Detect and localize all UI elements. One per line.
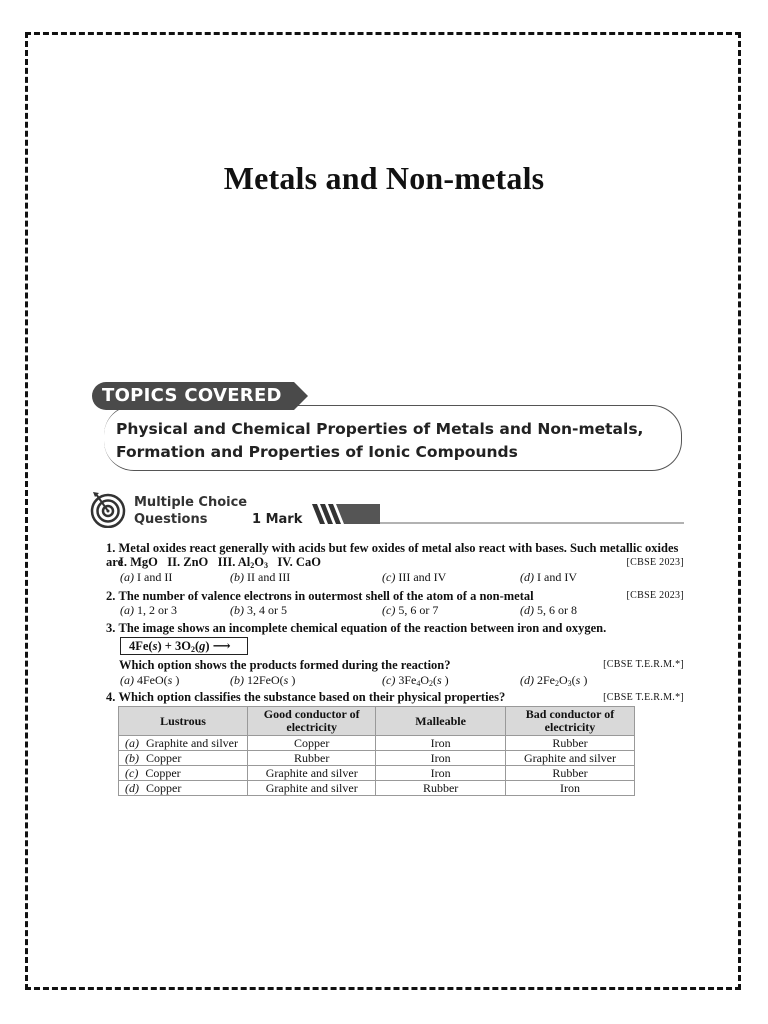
question-1-choices: I. MgO II. ZnO III. $Al_2O_3$ IV. CaO (119, 555, 321, 570)
table-cell: Copper (248, 736, 376, 751)
option-b[interactable]: (b) 12FeO(s ) (230, 673, 296, 687)
table-cell: (c) Copper (119, 766, 248, 781)
table-cell: Graphite and silver (505, 751, 634, 766)
question-stem: The image shows an incomplete chemical equation of the reaction between iron and oxygen. (118, 621, 607, 635)
question-4 (106, 690, 686, 704)
table-cell: Iron (505, 781, 634, 796)
option-d[interactable]: (d) 5, 6 or 8 (520, 603, 577, 617)
page-title: Metals and Non-metals (223, 160, 545, 196)
option-a[interactable]: (a) I and II (120, 570, 173, 584)
topics-tab: TOPICS COVERED (92, 382, 294, 410)
source-tag: [CBSE 2023] (626, 557, 684, 568)
chemical-equation: $4Fe(s) + 3O_2(g)$ ⟶ (120, 637, 248, 655)
section-stripe-graphic (312, 502, 684, 526)
question-number: 3. (106, 621, 116, 635)
target-icon (90, 492, 126, 528)
table-header: Bad conductor of electricity (505, 707, 634, 736)
table-cell: (b) Copper (119, 751, 248, 766)
option-a[interactable]: (a) 4FeO(s ) (120, 673, 180, 687)
section-label-line2: Questions (134, 512, 208, 527)
table-row[interactable] (119, 751, 635, 766)
properties-table (118, 706, 635, 796)
question-number: 1. (106, 541, 116, 555)
option-b[interactable]: (b) II and III (230, 570, 291, 584)
source-tag: [CBSE T.E.R.M.*] (603, 692, 684, 703)
table-cell: Rubber (505, 736, 634, 751)
option-c[interactable]: (c) $3Fe_4O_2(s$ ) (382, 673, 449, 688)
question-stem: Which option classifies the substance based on their physical properties? (118, 690, 506, 704)
topics-text: Physical and Chemical Properties of Metals and Non-metals, Formation and Properties of Ionic Compounds (116, 420, 644, 461)
table-cell: Iron (376, 766, 506, 781)
table-cell: (a) Graphite and silver (119, 736, 248, 751)
option-d[interactable]: (d) $2Fe_2O_3(s$ ) (520, 673, 588, 688)
table-header-row (119, 707, 635, 736)
table-header: Good conductor of electricity (248, 707, 376, 736)
question-number: 2. (106, 589, 116, 603)
source-tag: [CBSE 2023] (626, 590, 684, 601)
question-2 (106, 589, 686, 603)
option-d[interactable]: (d) I and IV (520, 570, 577, 584)
question-stem: The number of valence electrons in outermost shell of the atom of a non-metal (118, 589, 534, 603)
section-label (134, 494, 247, 528)
source-tag: [CBSE T.E.R.M.*] (603, 659, 684, 670)
table-header: Malleable (376, 707, 506, 736)
marks-label: 1 Mark (252, 512, 303, 527)
table-cell: Graphite and silver (248, 766, 376, 781)
table-row[interactable] (119, 781, 635, 796)
option-c[interactable]: (c) 5, 6 or 7 (382, 603, 439, 617)
table-header: Lustrous (119, 707, 248, 736)
option-b[interactable]: (b) 3, 4 or 5 (230, 603, 287, 617)
section-label-line1: Multiple Choice (134, 495, 248, 510)
question-3 (106, 621, 686, 635)
table-row[interactable] (119, 766, 635, 781)
table-cell: Iron (376, 751, 506, 766)
table-cell: Rubber (248, 751, 376, 766)
question-number: 4. (106, 690, 116, 704)
question-stem: Metal oxides react generally with acids but few oxides of metal also react with bases. Such metallic oxides are (106, 541, 679, 569)
question-3-prompt: Which option shows the products formed during the reaction? (119, 658, 451, 672)
table-cell: Rubber (505, 766, 634, 781)
table-row[interactable] (119, 736, 635, 751)
option-c[interactable]: (c) III and IV (382, 570, 447, 584)
option-a[interactable]: (a) 1, 2 or 3 (120, 603, 177, 617)
table-cell: (d) Copper (119, 781, 248, 796)
table-cell: Rubber (376, 781, 506, 796)
table-cell: Iron (376, 736, 506, 751)
table-cell: Graphite and silver (248, 781, 376, 796)
